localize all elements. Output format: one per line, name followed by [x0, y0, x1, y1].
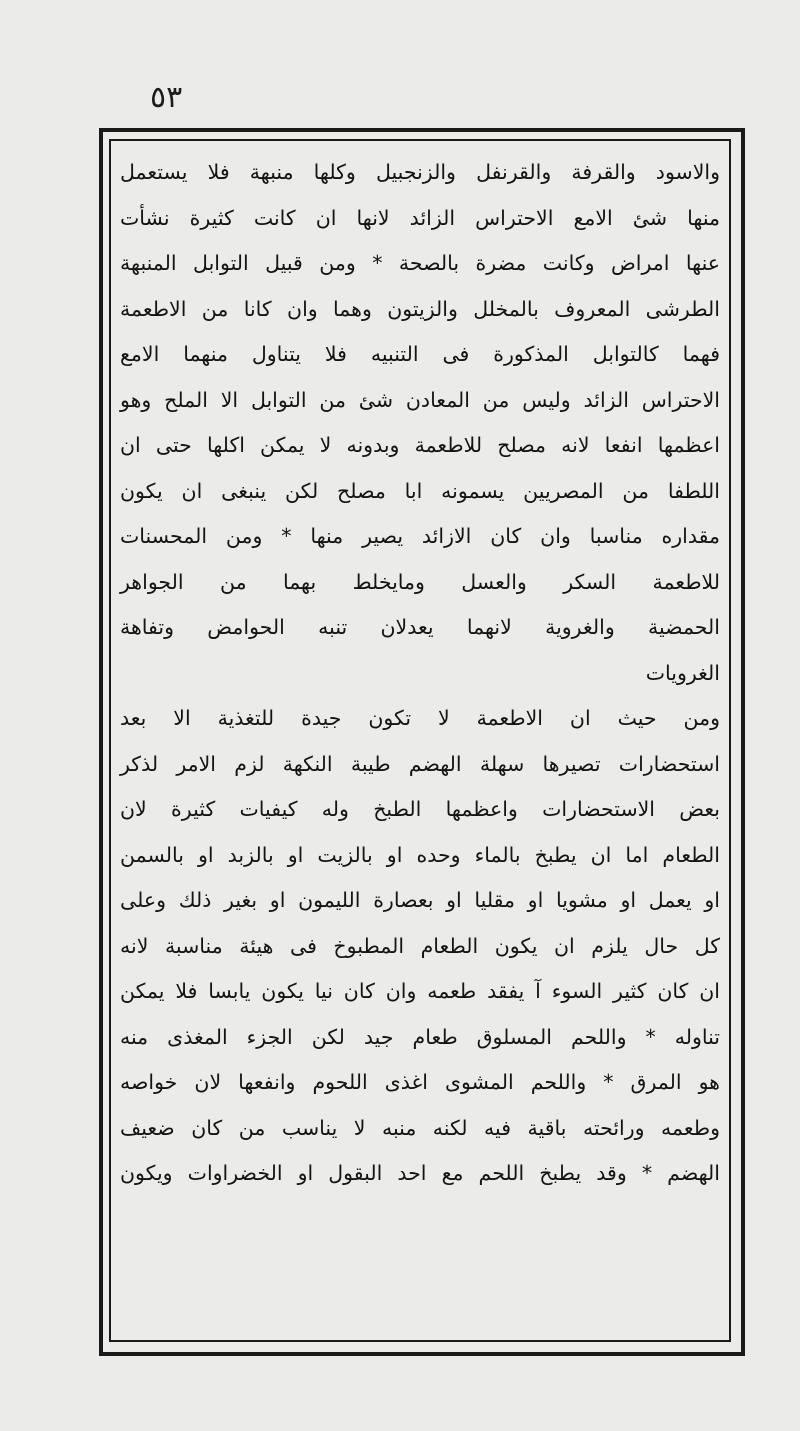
text-line: الطرشى المعروف بالمخلل والزيتون وهما وان كانا من الاطعمة — [120, 296, 720, 321]
text-line: عنها امراض وكانت مضرة بالصحة * ومن قبيل التوابل المنبهة — [120, 251, 720, 275]
text-line: هو المرق * واللحم المشوى اغذى اللحوم وانفعها لان خواصه — [120, 1070, 720, 1094]
text-line: الاحتراس الزائد وليس من المعادن شئ من التوابل الا الملح وهو — [120, 387, 720, 412]
text-line: او يعمل او مشويا او مقليا او بعصارة الليمون او بغير ذلك وعلى — [120, 888, 720, 912]
text-line: بعض الاستحضارات واعظمها الطبخ وله كيفيات كثيرة لان — [120, 797, 720, 821]
text-line: اعظمها انفعا لانه مصلح للاطعمة وبدونه لا يمكن اكلها حتى ان — [120, 433, 720, 457]
text-line: الطعام اما ان يطبخ بالماء وحده او بالزيت او بالزبد او بالسمن — [120, 842, 720, 867]
body-text — [114, 150, 726, 1197]
text-line: وطعمه ورائحته باقية فيه لكنه منبه لا يناسب من كان ضعيف — [120, 1115, 720, 1140]
text-line: منها شئ الامع الاحتراس الزائد لانها ان كانت كثيرة نشأت — [120, 205, 720, 230]
text-line: الهضم * وقد يطبخ اللحم مع احد البقول او الخضراوات ويكون — [120, 1161, 720, 1185]
text-line: الغرويات — [645, 660, 720, 685]
text-line: كل حال يلزم ان يكون الطعام المطبوخ فى هيئة مناسبة لانه — [120, 933, 720, 958]
text-line: تناوله * واللحم المسلوق طعام جيد لكن الجزء المغذى منه — [120, 1024, 720, 1049]
text-line: استحضارات تصيرها سهلة الهضم طيبة النكهة لزم الامر لذكر — [120, 751, 720, 776]
text-line: للاطعمة السكر والعسل ومايخلط بهما من الجواهر — [120, 569, 720, 594]
text-line: فهما كالتوابل المذكورة فى التنبيه فلا يتناول منهما الامع — [120, 342, 720, 366]
text-line: اللطفا من المصريين يسمونه ابا مصلح لكن ينبغى ان يكون — [120, 478, 720, 503]
text-line: ومن حيث ان الاطعمة لا تكون جيدة للتغذية الا بعد — [120, 706, 720, 730]
text-line: مقداره مناسبا وان كان الازائد يصير منها * ومن المحسنات — [120, 524, 720, 548]
text-line: ان كان كثير السوء آ يفقد طعمه وان كان نيا يكون يابسا فلا يمكن — [120, 979, 720, 1003]
text-line: والاسود والقرفة والقرنفل والزنجبيل وكلها منبهة فلا يستعمل — [120, 160, 720, 184]
text-line: الحمضية والغروية لانهما يعدلان تنبه الحوامض وتفاهة — [120, 615, 720, 639]
page-number: ٥٣ — [150, 80, 183, 115]
